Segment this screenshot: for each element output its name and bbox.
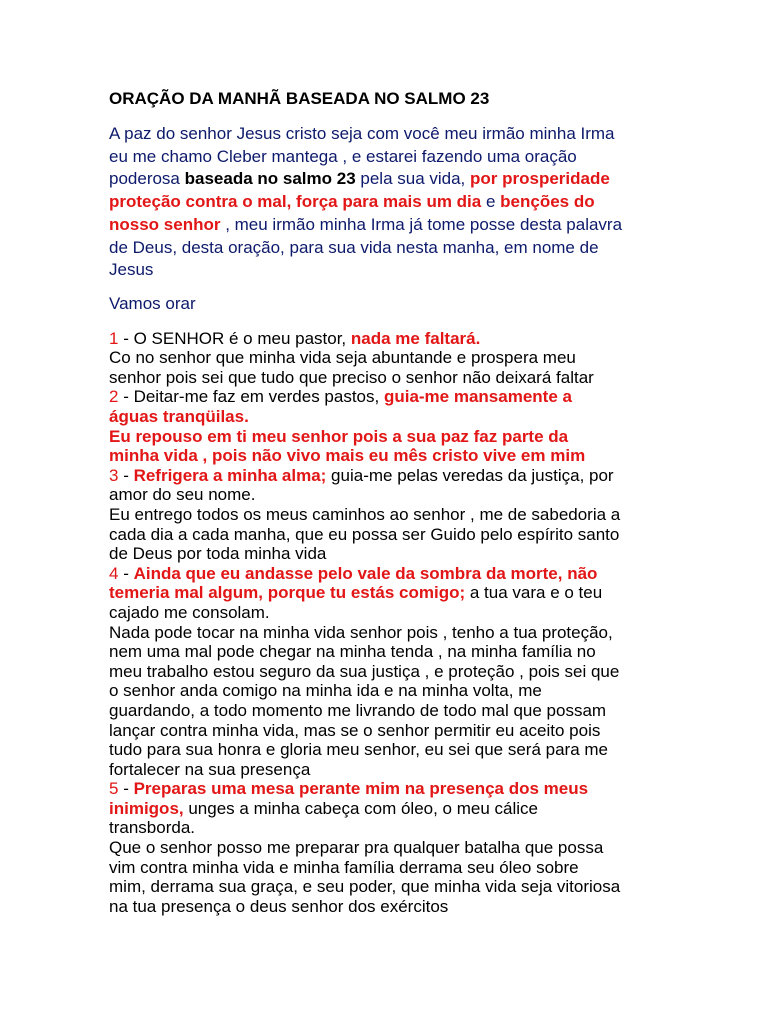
text-run: proteção contra o mal, força para mais um dia: [109, 192, 482, 212]
body-line: [109, 662, 768, 682]
body-line: [109, 603, 768, 623]
intro-line: [109, 168, 768, 191]
body-line: [109, 760, 768, 780]
text-run: guardando, a todo momento me livrando de todo mal que possam: [109, 700, 607, 720]
text-run: Ainda que eu andasse pelo vale da sombra da morte, não: [133, 563, 598, 583]
intro-paragraph: [109, 123, 768, 282]
text-run: de Deus por toda minha vida: [109, 544, 327, 564]
intro-line: [109, 123, 768, 146]
body-line: [109, 387, 768, 407]
intro-line: [109, 214, 768, 237]
body-line: [109, 329, 768, 349]
text-run: cajado me consolam.: [109, 602, 270, 622]
text-run: por prosperidade: [470, 169, 610, 189]
intro-line: [109, 191, 768, 214]
text-run: -: [118, 779, 134, 799]
text-run: -: [118, 465, 134, 485]
text-run: de Deus, desta oração, para sua vida nesta manha, em nome de: [109, 237, 599, 257]
body-line: [109, 681, 768, 701]
text-run: Co no senhor que minha vida seja abuntande e prospera meu: [109, 348, 576, 368]
text-run: 3: [109, 465, 119, 485]
body-line: [109, 466, 768, 486]
psalm-body: [109, 329, 768, 917]
body-line: [109, 485, 768, 505]
text-run: inimigos,: [109, 798, 184, 818]
body-line: [109, 642, 768, 662]
body-line: [109, 818, 768, 838]
body-line: [109, 838, 768, 858]
text-run: a tua vara e o teu: [465, 583, 603, 603]
text-run: Nada pode tocar na minha vida senhor pois , tenho a tua proteção,: [109, 622, 613, 642]
text-run: e: [481, 192, 501, 212]
text-run: eu me chamo Cleber mantega , e estarei fazendo uma oração: [109, 146, 577, 166]
text-run: cada dia a cada manha, que eu possa ser Guido pelo espírito santo: [109, 524, 620, 544]
text-run: mim, derrama sua graça, e seu poder, que minha vida seja vitoriosa: [109, 877, 621, 897]
text-run: nem uma mal pode chegar na minha tenda , na minha família no: [109, 642, 596, 662]
text-run: pela sua vida,: [355, 169, 471, 189]
text-run: transborda.: [109, 818, 195, 838]
text-run: 4: [109, 563, 119, 583]
body-line: [109, 897, 768, 917]
text-run: , meu irmão minha Irma já tome posse desta palavra: [220, 214, 623, 234]
text-run: A paz do senhor Jesus cristo seja com você meu irmão minha Irma: [109, 124, 615, 143]
text-run: temeria mal algum, porque tu estás comigo;: [109, 583, 466, 603]
text-run: poderosa: [109, 169, 185, 189]
text-run: unges a minha cabeça com óleo, o meu cálice: [183, 798, 538, 818]
body-line: [109, 446, 768, 466]
intro-line: [109, 259, 768, 282]
text-run: nosso senhor: [109, 214, 221, 234]
text-run: Eu repouso em ti meu senhor pois a sua paz faz parte da: [109, 426, 569, 446]
body-line: [109, 544, 768, 564]
document-title: ORAÇÃO DA MANHÃ BASEADA NO SALMO 23: [109, 89, 490, 108]
text-run: vim contra minha vida e minha família derrama seu óleo sobre: [109, 857, 579, 877]
text-run: tudo para sua honra e gloria meu senhor, eu sei que será para me: [109, 740, 608, 760]
body-line: [109, 407, 768, 427]
text-run: na tua presença o deus senhor dos exércitos: [109, 896, 449, 916]
text-run: 1: [109, 328, 119, 348]
text-run: 2: [109, 387, 119, 407]
body-line: [109, 740, 768, 760]
text-run: Que o senhor posso me preparar pra qualquer batalha que possa: [109, 838, 604, 858]
text-run: fortalecer na sua presença: [109, 759, 311, 779]
body-line: [109, 427, 768, 447]
text-run: 5: [109, 779, 119, 799]
body-line: [109, 799, 768, 819]
text-run: Preparas uma mesa perante mim na presença dos meus: [133, 779, 589, 799]
text-run: meu trabalho estou seguro da sua justiça , e proteção , pois sei que: [109, 661, 620, 681]
body-line: [109, 779, 768, 799]
text-run: lançar contra minha vida, mas se o senhor permitir eu aceito pois: [109, 720, 601, 740]
text-run: guia-me mansamente a: [383, 387, 572, 407]
body-line: [109, 721, 768, 741]
body-line: [109, 505, 768, 525]
text-run: Jesus: [109, 260, 154, 280]
text-run: Refrigera a minha alma;: [133, 465, 327, 485]
text-run: minha vida , pois não vivo mais eu mês cristo vive em mim: [109, 446, 586, 466]
text-run: guia-me pelas veredas da justiça, por: [326, 465, 614, 485]
intro-line: [109, 146, 768, 169]
body-line: [109, 583, 768, 603]
body-line: [109, 623, 768, 643]
body-line: [109, 858, 768, 878]
vamos-orar-line: Vamos orar: [109, 293, 196, 313]
body-line: [109, 701, 768, 721]
text-run: - Deitar-me faz em verdes pastos,: [118, 387, 384, 407]
intro-line: [109, 237, 768, 260]
body-line: [109, 368, 768, 388]
body-line: [109, 564, 768, 584]
text-run: o senhor anda comigo na minha ida e na minha volta, me: [109, 681, 542, 701]
text-run: benções do: [500, 192, 595, 212]
text-run: baseada no salmo 23: [184, 169, 356, 189]
body-line: [109, 877, 768, 897]
text-run: Eu entrego todos os meus caminhos ao senhor , me de sabedoria a: [109, 504, 621, 524]
body-line: [109, 525, 768, 545]
text-run: amor do seu nome.: [109, 485, 256, 505]
text-run: - O SENHOR é o meu pastor,: [118, 328, 351, 348]
text-run: -: [118, 563, 134, 583]
body-line: [109, 348, 768, 368]
text-run: águas tranqüilas.: [109, 407, 249, 426]
text-run: senhor pois sei que tudo que preciso o senhor não deixará faltar: [109, 367, 594, 387]
text-run: nada me faltará.: [350, 328, 481, 348]
